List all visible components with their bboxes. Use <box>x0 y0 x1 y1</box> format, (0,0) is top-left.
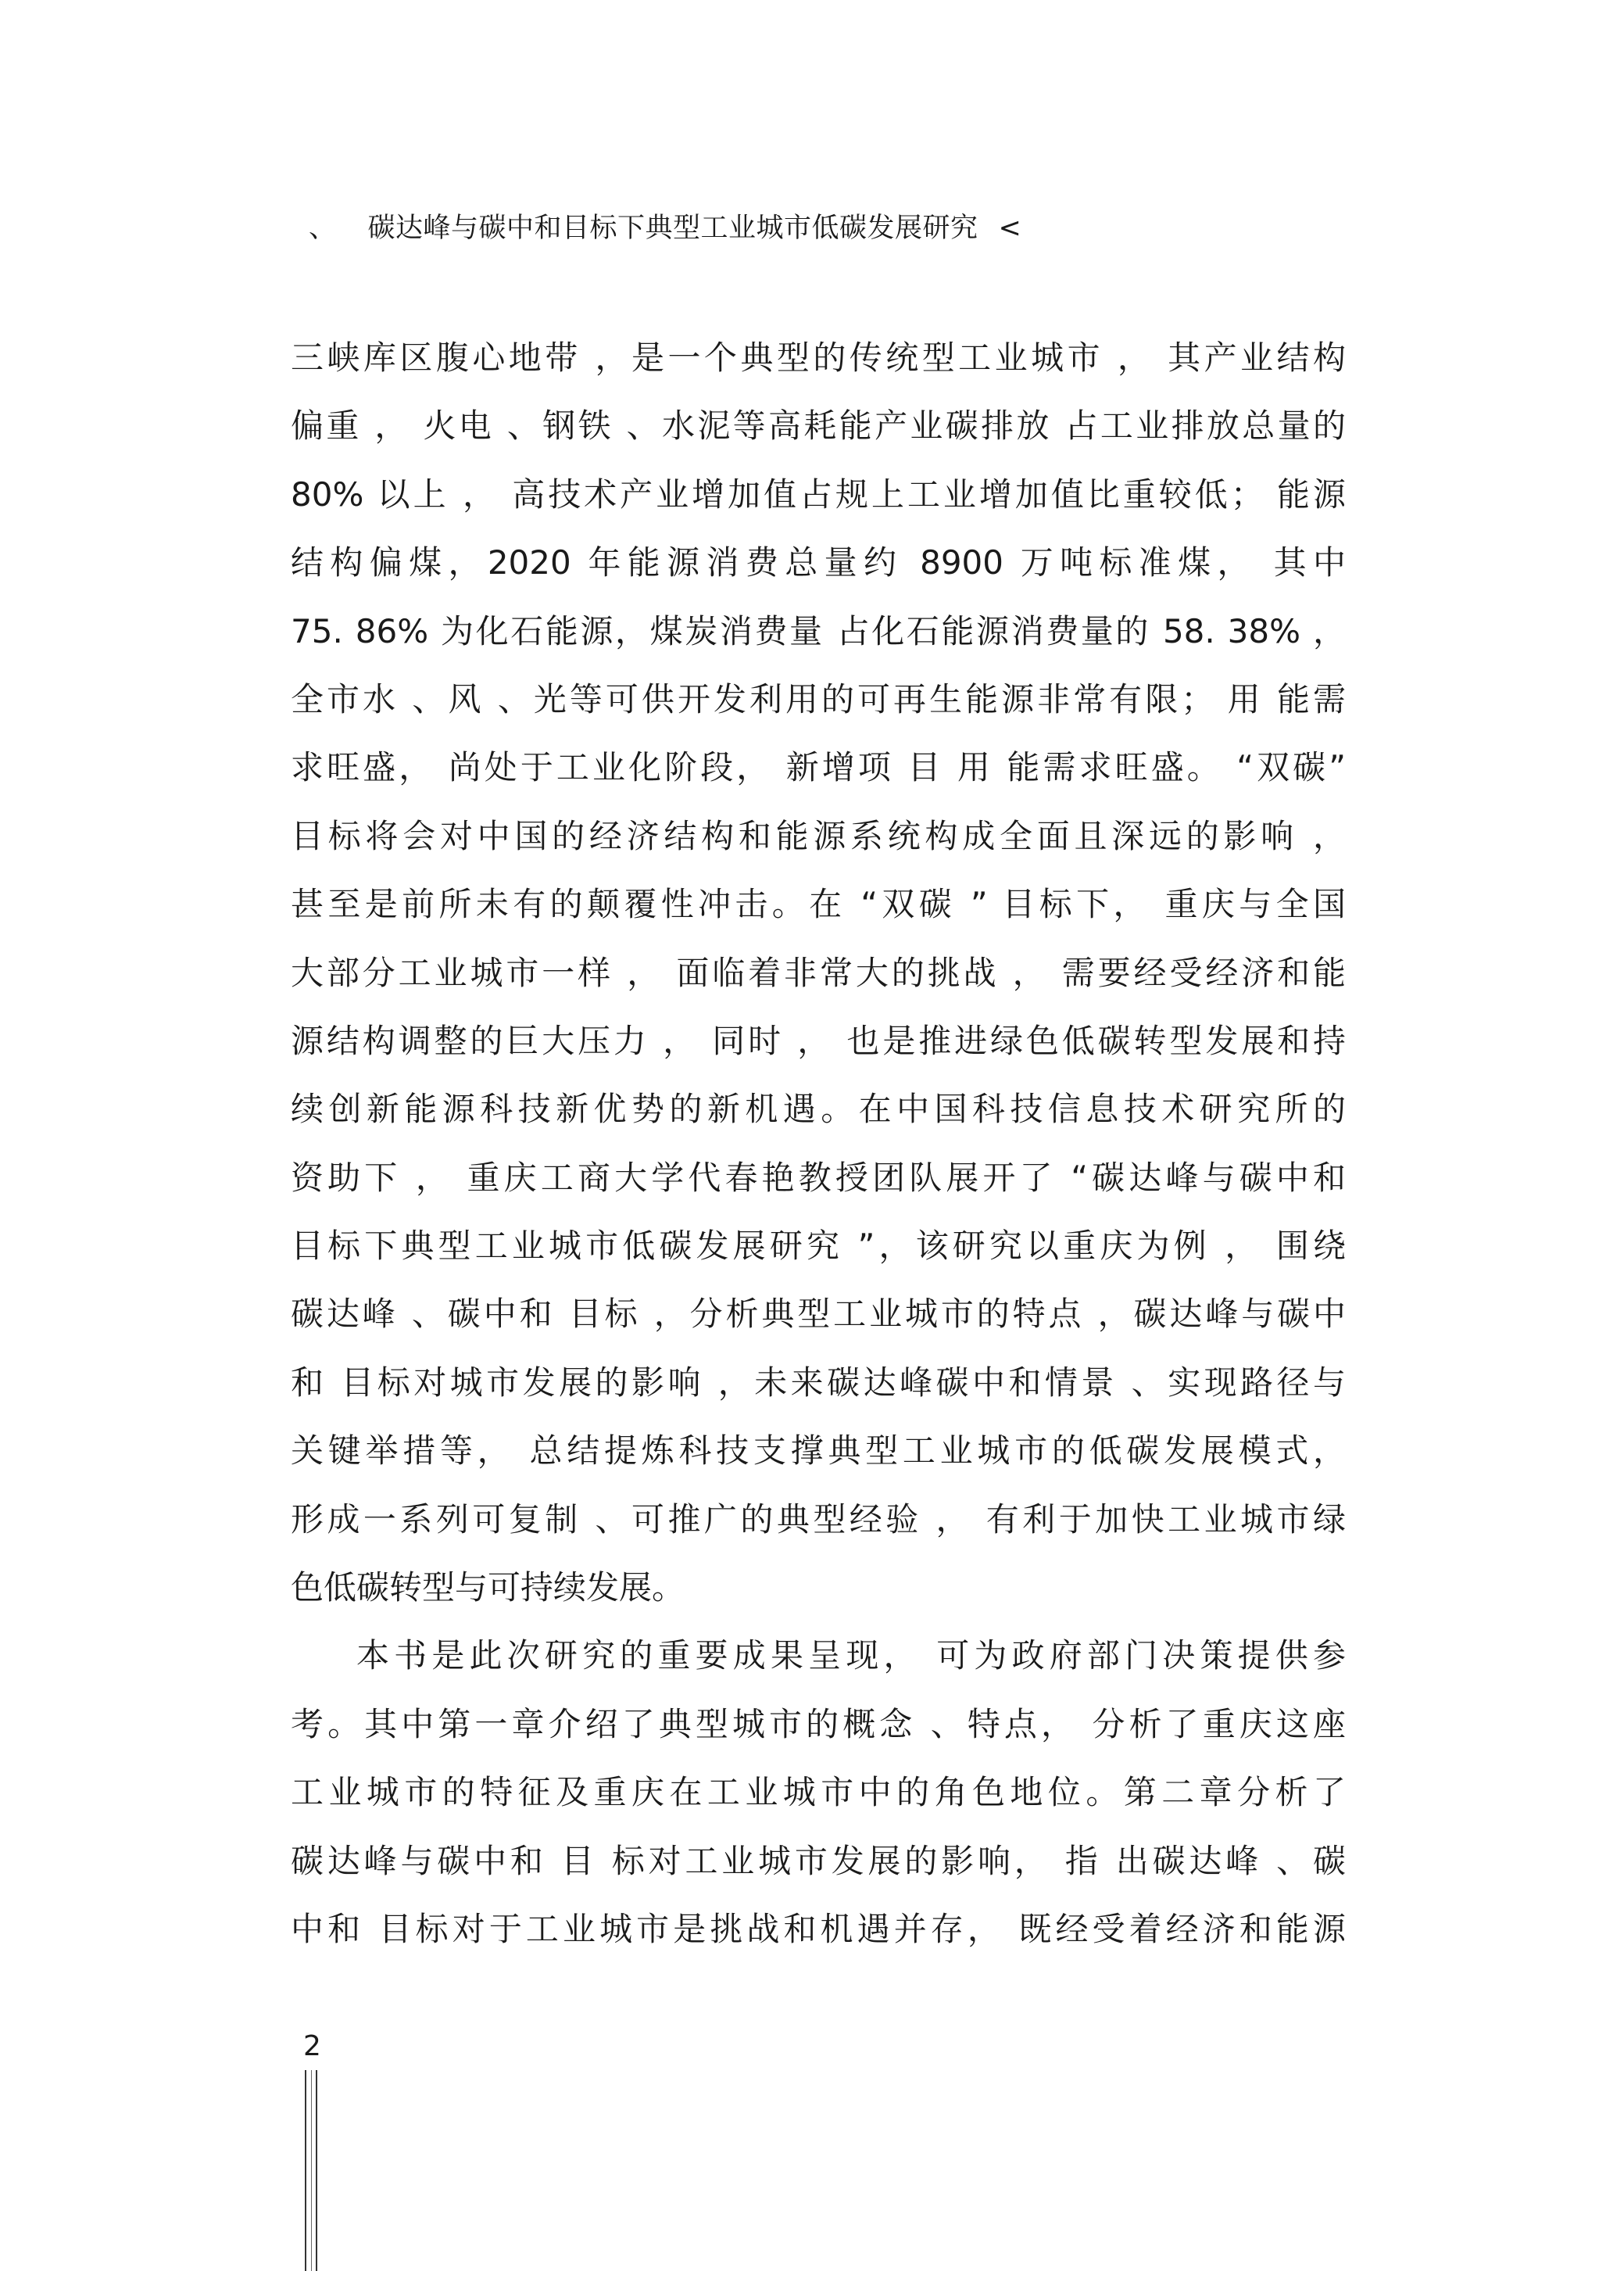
text-line: 结构偏煤，2020 年能源消费总量约 8900 万吨标准煤， 其中 <box>291 543 1346 582</box>
text-line: 75. 86% 为化石能源，煤炭消费量 占化石能源消费量的 58. 38% ， <box>291 611 1346 650</box>
text-line: 目标将会对中国的经济结构和能源系统构成全面且深远的影响 ， <box>291 816 1346 855</box>
header-title: 碳达峰与碳中和目标下典型工业城市低碳发展研究 <box>367 213 978 244</box>
body-text <box>291 324 1346 1963</box>
binding-rule <box>316 2070 317 2271</box>
text-line: 源结构调整的巨大压力 ， 同时 ， 也是推进绿色低碳转型发展和持 <box>291 1021 1346 1060</box>
header-left-mark: 、 <box>309 213 337 244</box>
text-line: 续创新能源科技新优势的新机遇。在中国科技信息技术研究所的 <box>291 1090 1346 1129</box>
text-line: 中和 目标对于工业城市是挑战和机遇并存， 既经受着经济和能源 <box>291 1909 1346 1948</box>
text-line: 色低碳转型与可持续发展。 <box>291 1568 685 1607</box>
text-line: 偏重 ， 火电 、钢铁 、水泥等高耗能产业碳排放 占工业排放总量的 <box>291 407 1346 446</box>
text-line: 全市水 、风 、光等可供开发利用的可再生能源非常有限； 用 能需 <box>291 679 1346 718</box>
binding-rule <box>311 2070 312 2271</box>
text-line: 资助下 ， 重庆工商大学代春艳教授团队展开了 “碳达峰与碳中和 <box>291 1158 1346 1197</box>
text-line: 三峡库区腹心地带 ，是一个典型的传统型工业城市 ， 其产业结构 <box>291 339 1346 377</box>
header-right-mark: < <box>998 213 1022 244</box>
paragraph-2 <box>291 1621 1346 1963</box>
page-number: 2 <box>303 2030 321 2062</box>
text-line: 大部分工业城市一样 ， 面临着非常大的挑战 ， 需要经受经济和能 <box>291 953 1346 992</box>
text-line: 形成一系列可复制 、可推广的典型经验 ， 有利于加快工业城市绿 <box>291 1499 1346 1538</box>
text-line: 求旺盛， 尚处于工业化阶段， 新增项 目 用 能需求旺盛。 “双碳” <box>291 748 1346 787</box>
paragraph-1 <box>291 324 1346 1621</box>
text-line: 80% 以上 ， 高技术产业增加值占规上工业增加值比重较低； 能源 <box>291 475 1346 514</box>
text-line: 目标下典型工业城市低碳发展研究 ”，该研究以重庆为例 ， 围绕 <box>291 1227 1346 1266</box>
binding-rule <box>305 2070 306 2271</box>
text-line: 本书是此次研究的重要成果呈现， 可为政府部门决策提供参 <box>356 1636 1346 1675</box>
text-line: 和 目标对城市发展的影响 ，未来碳达峰碳中和情景 、实现路径与 <box>291 1363 1346 1402</box>
text-line: 碳达峰 、碳中和 目标 ，分析典型工业城市的特点 ，碳达峰与碳中 <box>291 1295 1346 1334</box>
text-line: 考。其中第一章介绍了典型城市的概念 、特点， 分析了重庆这座 <box>291 1704 1346 1743</box>
text-line: 甚至是前所未有的颠覆性冲击。在 “双碳 ” 目标下， 重庆与全国 <box>291 885 1346 924</box>
text-line: 碳达峰与碳中和 目 标对工业城市发展的影响， 指 出碳达峰 、碳 <box>291 1841 1346 1880</box>
running-header <box>309 205 1021 252</box>
text-line: 工业城市的特征及重庆在工业城市中的角色地位。第二章分析了 <box>291 1773 1346 1812</box>
text-line: 关键举措等， 总结提炼科技支撑典型工业城市的低碳发展模式， <box>291 1431 1346 1470</box>
